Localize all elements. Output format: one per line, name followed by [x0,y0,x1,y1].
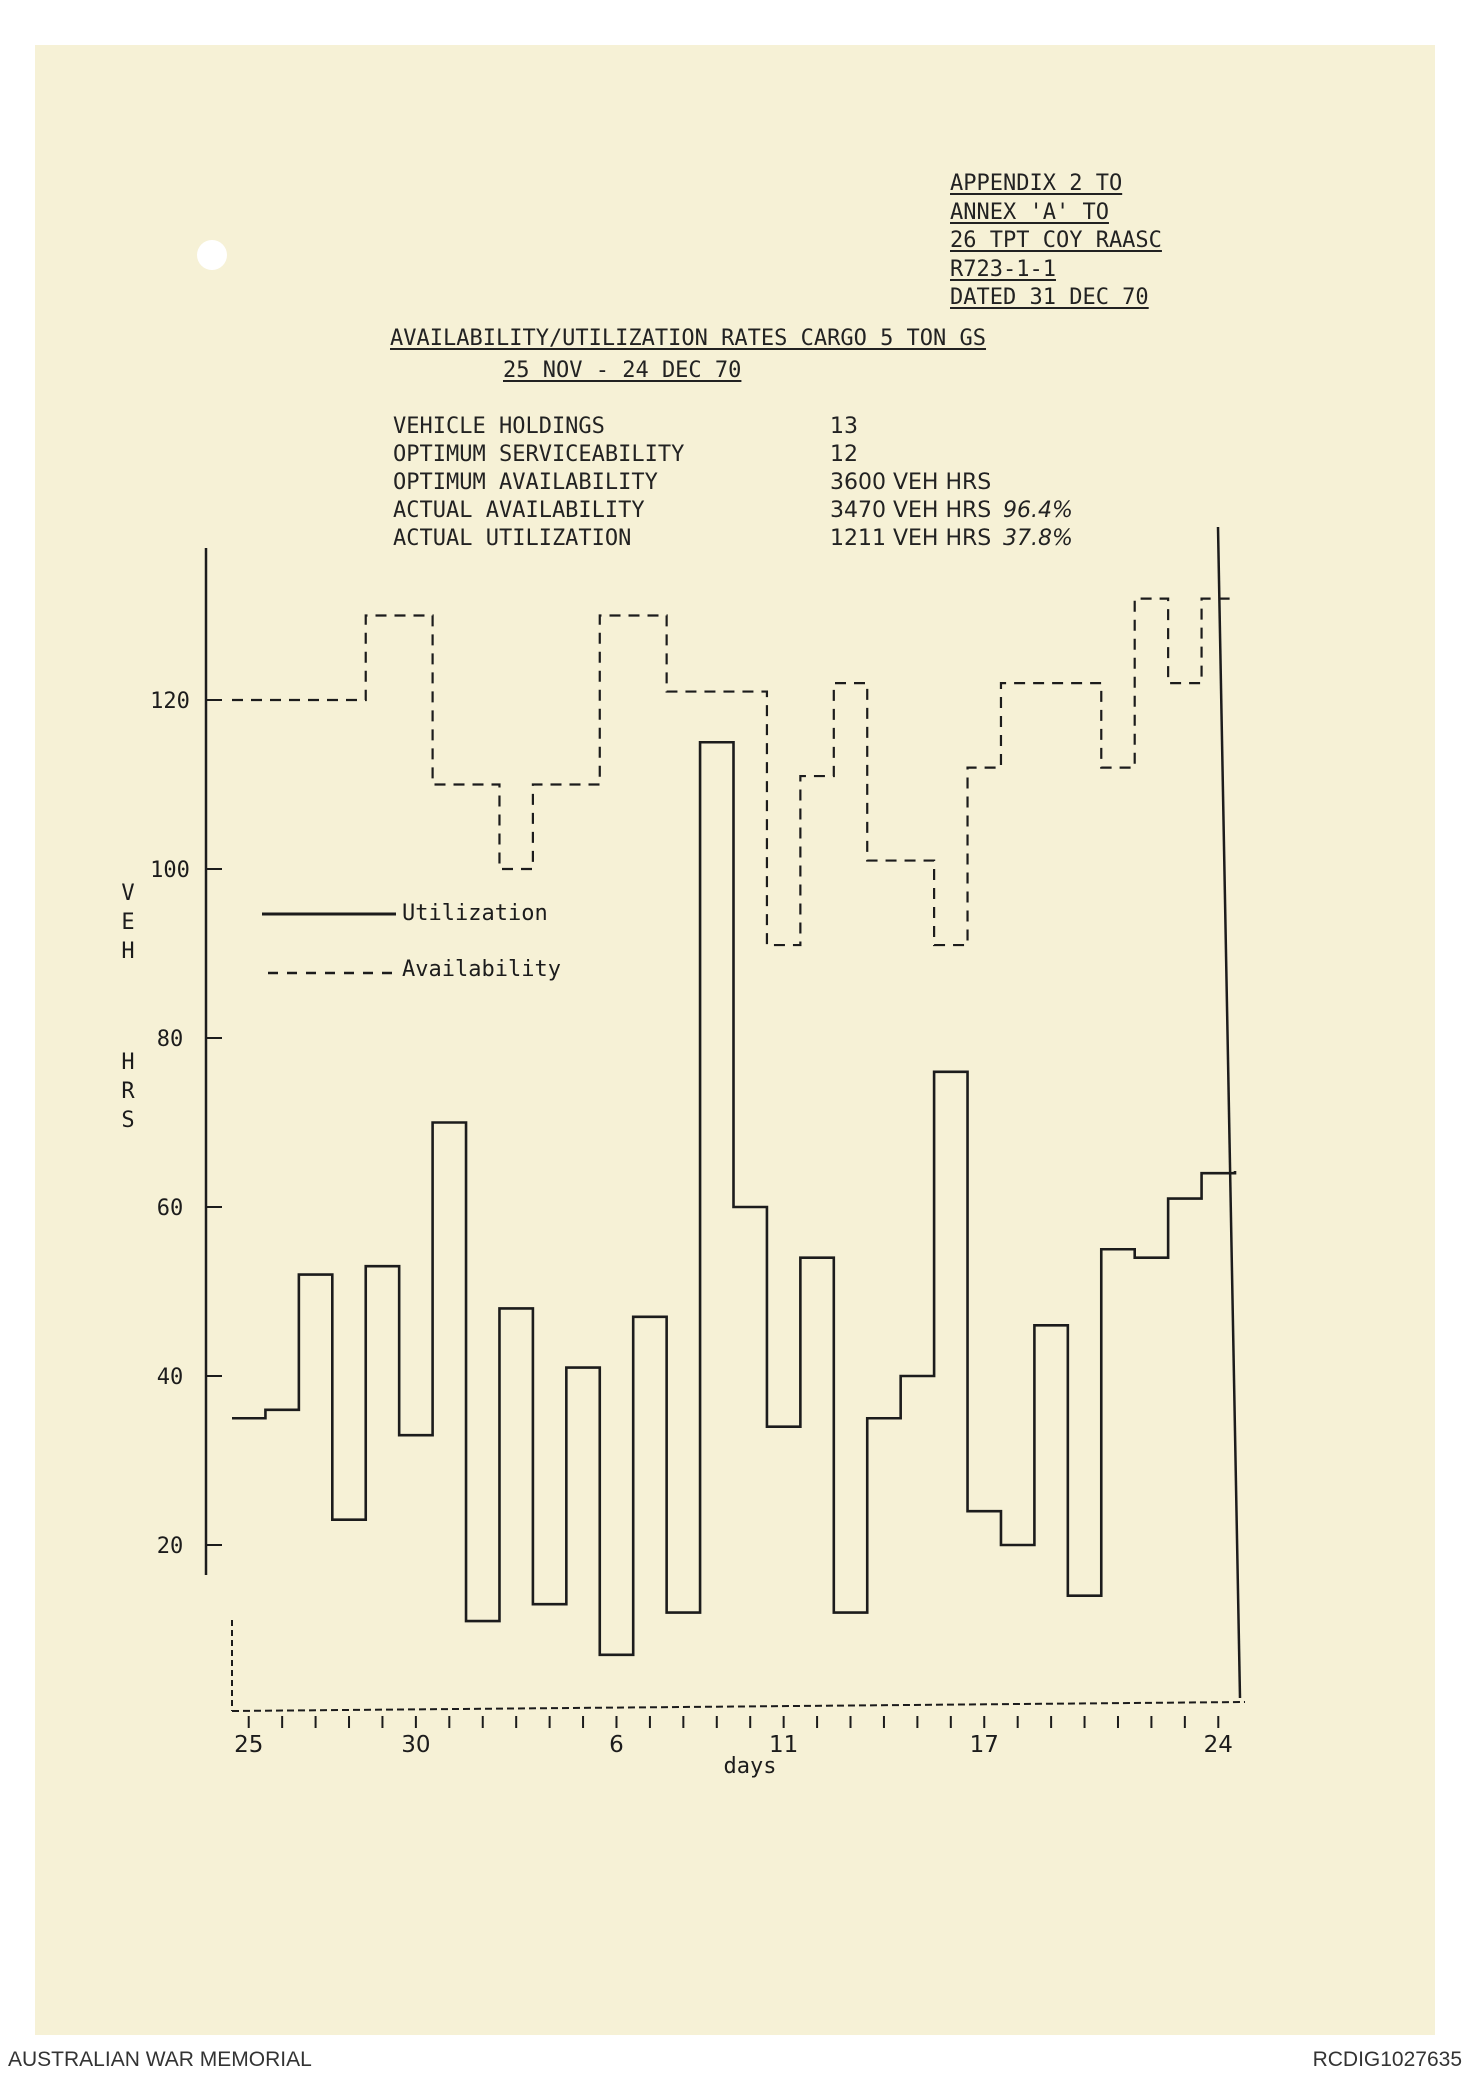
stat-value: 3470 VEH HRS [830,498,992,523]
x-tick-label: 30 [401,1732,431,1758]
stat-value: 1211 VEH HRS [830,526,992,551]
y-tick-label: 80 [156,1027,184,1052]
y-axis-label-letter: H [121,939,135,964]
chart-axes [206,527,1245,1711]
y-tick-label: 120 [150,689,190,714]
chart-subtitle: 25 NOV - 24 DEC 70 [503,358,742,383]
reference-line: ANNEX 'A' TO [950,199,1109,225]
chart-series [232,599,1235,1655]
chart-legend [262,901,561,982]
reference-line: DATED 31 DEC 70 [950,285,1149,310]
y-axis-label-letter: R [121,1079,135,1104]
y-axis-label-letter: E [121,910,135,935]
stat-value: 3600 VEH HRS [830,470,992,495]
x-tick-label: 24 [1203,1732,1233,1758]
x-tick-label: 25 [234,1732,264,1758]
stat-percent: 37.8% [1003,526,1073,551]
stat-value: 13 [830,414,858,439]
footer-source: AUSTRALIAN WAR MEMORIAL [8,2048,312,2071]
stat-label: OPTIMUM SERVICEABILITY [393,442,685,467]
reference-line: R723-1-1 [950,256,1056,282]
y-axis-label [121,881,135,1133]
y-tick-label: 40 [156,1365,184,1390]
x-axis-ticks [234,1716,1233,1758]
y-axis-label-letter: V [121,881,135,906]
series-utilization-line [232,742,1235,1655]
reference-line: 26 TPT COY RAASC [950,228,1162,253]
y-tick-label: 100 [150,858,190,883]
stat-label: ACTUAL AVAILABILITY [393,498,645,523]
stat-label: VEHICLE HOLDINGS [393,414,605,439]
stat-label: ACTUAL UTILIZATION [393,526,632,551]
legend-utilization-label: Utilization [402,901,548,926]
x-tick-label: 17 [969,1732,999,1758]
y-axis-right [1218,527,1240,1698]
stat-value: 12 [830,442,858,467]
legend-availability-label: Availability [402,957,561,982]
x-tick-label: 6 [609,1732,624,1758]
y-tick-label: 20 [156,1534,184,1559]
y-axis-label-letter: H [121,1050,135,1075]
y-axis-ticks [150,689,222,1559]
footer-id: RCDIG1027635 [1312,2048,1462,2071]
x-tick-label: 11 [769,1732,799,1758]
y-tick-label: 60 [156,1196,184,1221]
x-axis [232,1702,1245,1711]
reference-line: APPENDIX 2 TO [950,171,1123,196]
chart-title: AVAILABILITY/UTILIZATION RATES CARGO 5 TON GS [390,326,987,351]
x-axis-label: days [723,1754,777,1779]
stat-percent: 96.4% [1003,498,1073,523]
y-axis-label-letter: S [121,1108,135,1133]
stat-label: OPTIMUM AVAILABILITY [393,470,658,495]
